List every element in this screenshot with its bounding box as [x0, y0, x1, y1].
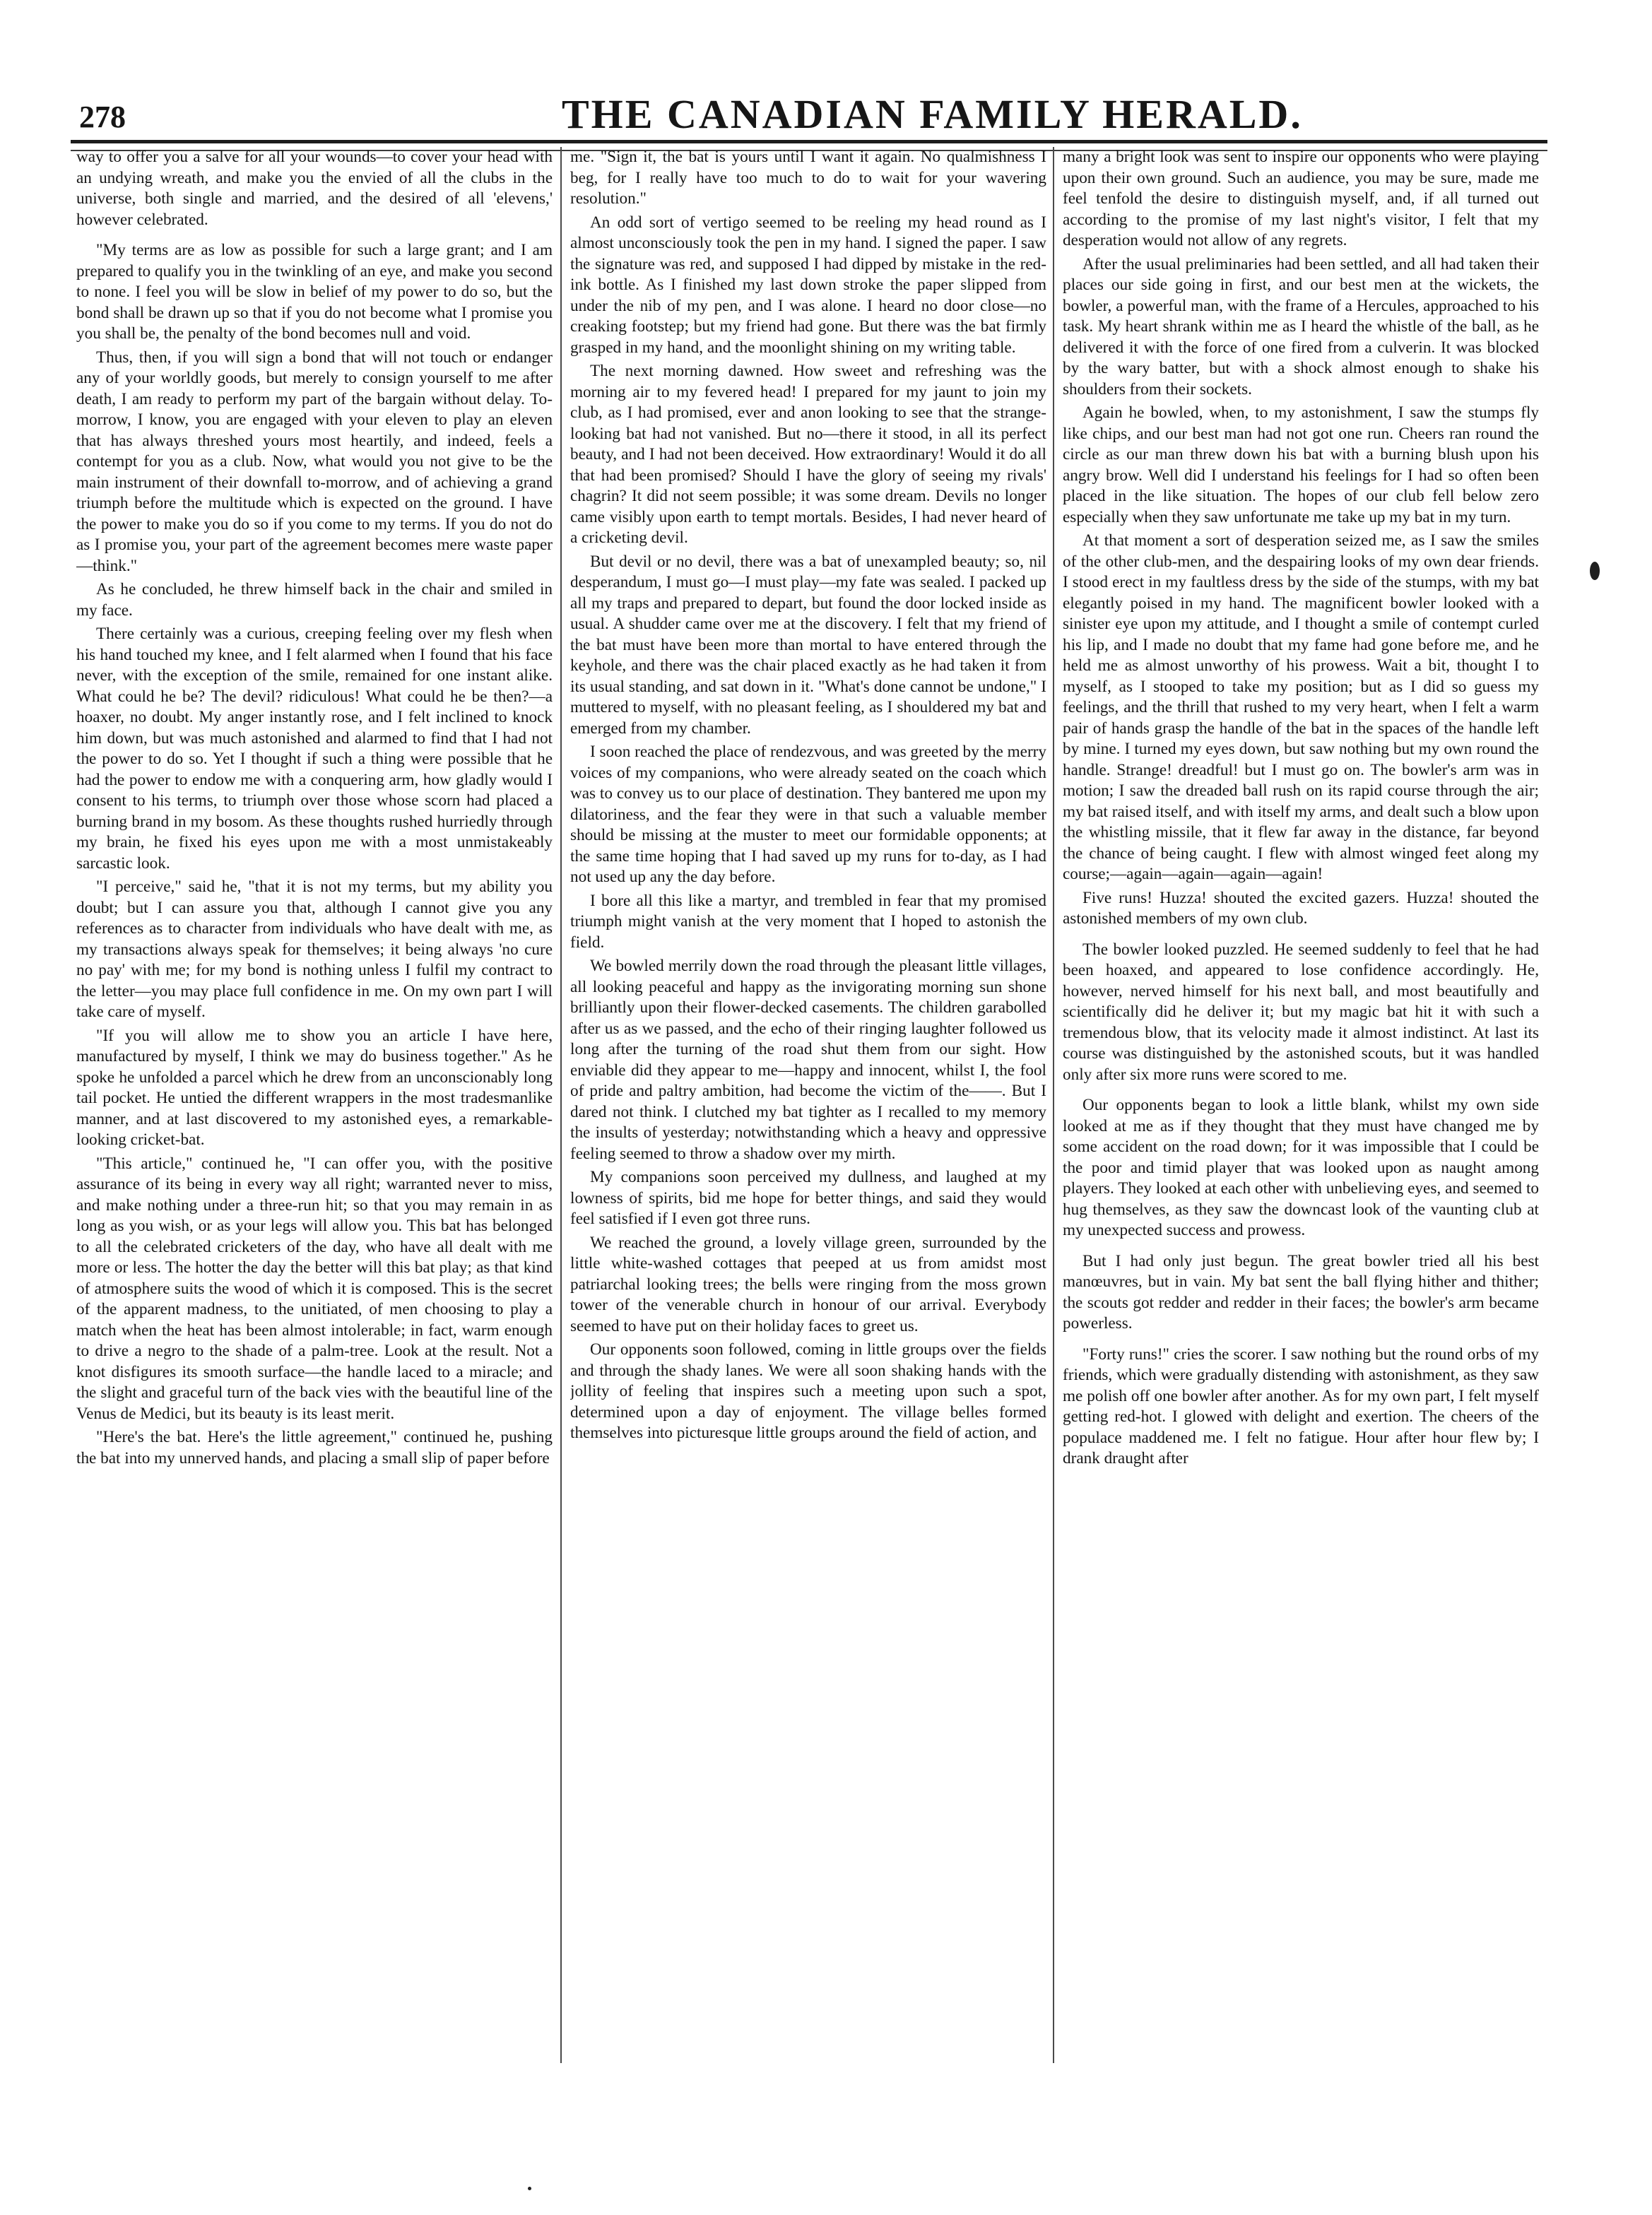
text-column-middle — [570, 147, 1046, 2062]
paragraph: As he concluded, he threw himself back in the chair and smiled in my face. — [76, 580, 553, 620]
paragraph: But I had only just begun. The great bowler tried all his best manœuvres, but in vain. My bat sent the ball flying hither and thither; the scouts got redder and redder in their faces; the bowler's arm became powerless. — [1063, 1251, 1539, 1333]
page-number: 278 — [79, 100, 126, 134]
paragraph: I bore all this like a martyr, and trembled in fear that my promised triumph might vanish at the very moment that I hoped to astonish the field. — [570, 891, 1046, 952]
paragraph: "This article," continued he, "I can offer you, with the positive assurance of its being in every way all right; warranted never to miss, and make nothing under a three-run hit; so that you may remain in as long as you wish, or as your legs will allow you. This bat has belonged to all the celebrated cricketers of the day, who have all dealt with me more or less. The hotter the day the better will this bat play; as that kind of atmosphere suits the wood of which it is composed. This is the secret of the apparent madness, to the unitiated, of men choosing to play a match when the heat has been almost intolerable; in fact, warm enough to drive a negro to the shade of a palm-tree. Look at the result. Not a knot disfigures its smooth surface—the handle laced to a miracle; and the slight and graceful turn of the back vies with the beautiful line of the Venus de Medici, but its beauty is its least merit. — [76, 1154, 553, 1423]
paragraph: Five runs! Huzza! shouted the excited gazers. Huzza! shouted the astonished members of my own club. — [1063, 888, 1539, 928]
page-header — [71, 83, 1547, 143]
paragraph: The next morning dawned. How sweet and refreshing was the morning air to my fevered head! I prepared for my jaunt to join my club, as I had promised, ever and anon looking to see that the strange-looking bat had not vanished. But no—there it stood, in all its perfect beauty, and I had not been deceived. How extraordinary! Would it do all that had been promised? Should I have the glory of seeing my rivals' chagrin? It did not seem possible; it was some dream. Devils no longer came visibly upon earth to tempt mortals. Besides, I had never heard of a cricketing devil. — [570, 362, 1046, 547]
ink-blot — [1590, 562, 1600, 580]
paragraph: After the usual preliminaries had been settled, and all had taken their places our side going in first, and our best men at the wickets, the bowler, a powerful man, with the frame of a Hercules, approached to his task. My heart shrank within me as I heard the whistle of the ball, as he delivered it with the force of one fired from a culverin. It was blocked by the wary batter, but with a shock almost enough to shake his shoulders from their sockets. — [1063, 254, 1539, 398]
paragraph: But devil or no devil, there was a bat of unexampled beauty; so, nil desperandum, I must go—I must play—my fate was sealed. I packed up all my traps and prepared to depart, but found the door locked inside as usual. A shudder came over me at the discovery. I felt that my friend of the bat must have been more than mortal to have entered through the keyhole, and there was the chair placed exactly as he had taken it from its usual standing, and sat down in it. "What's done cannot be undone," I muttered to myself, with no pleasant feeling, as I shouldered my bat and emerged from my chamber. — [570, 552, 1046, 738]
paragraph: Again he bowled, when, to my astonishment, I saw the stumps fly like chips, and our best man had not got one run. Cheers ran round the circle as our man threw down his bat with a burning blush upon his angry brow. Well did I understand his feelings for I had so often been placed in the like situation. The hopes of our club fell below zero especially when they saw unfortunate me take up my bat in my turn. — [1063, 403, 1539, 526]
paragraph: The bowler looked puzzled. He seemed suddenly to feel that he had been hoaxed, and appeared to lose confidence accordingly. He, however, nerved himself for his next ball, and most beautifully and scientifically did he deliver it; but my magic bat hit it with such a tremendous blow, that its velocity made it almost indistinct. At last its course was distinguished by the astonished scouts, but it was handled only after six more runs were scored to me. — [1063, 940, 1539, 1084]
newspaper-title: THE CANADIAN FAMILY HERALD. — [562, 91, 1303, 137]
paragraph: "Forty runs!" cries the scorer. I saw nothing but the round orbs of my friends, which were gradually distending with astonishment, as they saw me polish off one bowler after another. As for my own part, I felt myself getting red-hot. I glowed with delight and exertion. The cheers of the populace maddened me. I felt no fatigue. Hour after hour flew by; I drank draught after — [1063, 1345, 1539, 1467]
paragraph: "If you will allow me to show you an article I have here, manufactured by myself, I think we may do business together." As he spoke he unfolded a parcel which he drew from an unconscionably long tail pocket. He untied the different wrappers in the most tradesmanlike manner, and at last discovered to my astonished eyes, a remarkable-looking cricket-bat. — [76, 1026, 553, 1149]
paragraph: We reached the ground, a lovely village green, surrounded by the little white-washed cottages that peeped at us from amidst most patriarchal looking trees; the bells were ringing from the moss grown tower of the venerable church in honour of our arrival. Everybody seemed to have put on their holiday faces to greet us. — [570, 1233, 1046, 1335]
column-divider — [1053, 147, 1054, 2063]
paragraph: There certainly was a curious, creeping feeling over my flesh when his hand touched my knee, and I felt alarmed when I found that his face never, with the exception of the smile, remained for one instant alike. What could he be? The devil? ridiculous! What could he be then?—a hoaxer, no doubt. My anger instantly rose, and I felt inclined to knock him down, but was much astonished and alarmed to find that I had not the power to do so. Yet I thought if such a thing were possible that he had the power to endow me with a conquering arm, how gladly would I consent to his terms, to triumph over those whose scorn had placed a burning brand in my bosom. As these thoughts rushed hurriedly through my brain, he fixed his eyes upon me with a most unmistakeably sarcastic look. — [76, 625, 553, 873]
paragraph: way to offer you a salve for all your wounds—to cover your head with an undying wreath, and make you the envied of all the clubs in the universe, both single and married, and the desired of all 'elevens,' however celebrated. — [76, 148, 553, 229]
paragraph: At that moment a sort of desperation seized me, as I saw the smiles of the other club-men, and the despairing looks of my own dear friends. I stood erect in my faultless dress by the side of the stumps, with my bat elegantly poised in my hand. The magnificent bowler looked with a sinister eye upon my attitude, and I thought a smile of contempt curled his lip, and I made no doubt that my fame had gone before me, and he held me as almost unworthy of his prowess. Wait a bit, thought I to myself, as I stooped to take my position; but as I did so guess my feelings, and the thrill that rushed to my very heart, when I felt a warm pair of hands grasp the handle of the bat in the spaces of the handle left by mine. I turned my eyes down, but saw nothing but my own round the handle. Strange! dreadful! but I must go on. The bowler's arm was in motion; I saw the dreaded ball rush on its rapid course through the air; my bat raised itself, and with itself my arms, and dealt such a blow upon the whistling missile, that it flew far away in the distance, far beyond the chance of being caught. I flew with almost winged feet along my course;—again—again—again—again! — [1063, 531, 1539, 883]
paragraph: me. "Sign it, the bat is yours until I want it again. No qualmishness I beg, for I really have too much to do to wait for your wavering resolution." — [570, 148, 1046, 208]
column-divider — [560, 147, 562, 2063]
paragraph: "I perceive," said he, "that it is not my terms, but my ability you doubt; but I can assure you that, although I cannot give you any references as to character from individuals who have dealt with me, as my transactions always speak for themselves; it being always 'no cure no pay' with me; for my bond is nothing unless I fulfil my contract to the letter—you may place full confidence in me. On my own part I will take care of myself. — [76, 878, 553, 1021]
paragraph: many a bright look was sent to inspire our opponents who were playing upon their own ground. Such an audience, you may be sure, made me feel tenfold the desire to distinguish myself, and, if all turned out according to the promise of my last night's visitor, I felt that my desperation would not allow of any regrets. — [1063, 148, 1539, 249]
paragraph: "Here's the bat. Here's the little agreement," continued he, pushing the bat into my unnerved hands, and placing a small slip of paper before — [76, 1428, 553, 1467]
paragraph: My companions soon perceived my dullness, and laughed at my lowness of spirits, bid me hope for better things, and said they would feel satisfied if I even got three runs. — [570, 1168, 1046, 1228]
paragraph: Thus, then, if you will sign a bond that will not touch or endanger any of your worldly goods, but merely to consign yourself to me after death, I am ready to perform my part of the bargain without delay. To-morrow, I know, you are engaged with your eleven to play an eleven that has always threshed yours most heartily, and indeed, feels a contempt for you as a club. Now, what would you not give to be the main instrument of their downfall to-morrow, and of achieving a grand triumph before the multitude which is expected on the ground. I have the power to make you do so if you come to my terms. If you do not do as I promise you, your part of the agreement becomes mere waste paper—think." — [76, 348, 553, 575]
text-column-left — [76, 147, 553, 2062]
paragraph: We bowled merrily down the road through the pleasant little villages, all looking peaceful and happy as the invigorating morning sun shone brilliantly upon their flower-decked casements. The children garabolled after us as we passed, and the echo of their ringing laughter followed us long after the turning of the road shut them from our sight. How enviable did they appear to me—happy and innocent, whilst I, the fool of pride and paltry ambition, had become the victim of the——. But I dared not think. I clutched my bat tighter as I recalled to my memory the insults of yesterday; notwithstanding which a heavy and oppressive feeling seemed to throw a shadow over my mirth. — [570, 957, 1046, 1163]
paragraph: Our opponents soon followed, coming in little groups over the fields and through the shady lanes. We were all soon shaking hands with the jollity of feeling that inspires such a meeting upon such a spot, determined upon a day of enjoyment. The village belles formed themselves into picturesque little groups around the field of action, and — [570, 1340, 1046, 1442]
paragraph: An odd sort of vertigo seemed to be reeling my head round as I almost unconsciously took the pen in my hand. I signed the paper. I saw the signature was red, and supposed I had dipped by mistake in the red-ink bottle. As I finished my last down stroke the paper slipped from under the nib of my pen, and I was alone. I heard no door close—no creaking footstep; but my friend had gone. But there was the bat firmly grasped in my hand, and the moonlight shining on my writing table. — [570, 213, 1046, 357]
paragraph: Our opponents began to look a little blank, whilst my own side looked at me as if they thought that they must have changed me by some accident on the road down; for it was impossible that I could be the poor and timid player that was looked upon as naught among players. They looked at each other with unbelieving eyes, and seemed to hug themselves, as they saw the downcast look of the vaunting club at my unexpected success and prowess. — [1063, 1096, 1539, 1239]
ink-speck — [528, 2187, 531, 2190]
paragraph: I soon reached the place of rendezvous, and was greeted by the merry voices of my companions, who were already seated on the coach which was to convey us to our place of destination. They bantered me upon my dilatoriness, and the fear they were in that such a valuable member should be missing at the muster to meet our formidable opponents; at the same time hoping that I had saved up my runs for to-day, as I had not used up any the day before. — [570, 743, 1046, 886]
paragraph: "My terms are as low as possible for such a large grant; and I am prepared to qualify you in the twinkling of an eye, and make you second to none. I feel you will be slow in belief of my power to do so, but the bond shall be drawn up so that if you do not become what I promise you you shall be, the penalty of the bond becomes null and void. — [76, 241, 553, 343]
text-column-right — [1063, 147, 1539, 2062]
